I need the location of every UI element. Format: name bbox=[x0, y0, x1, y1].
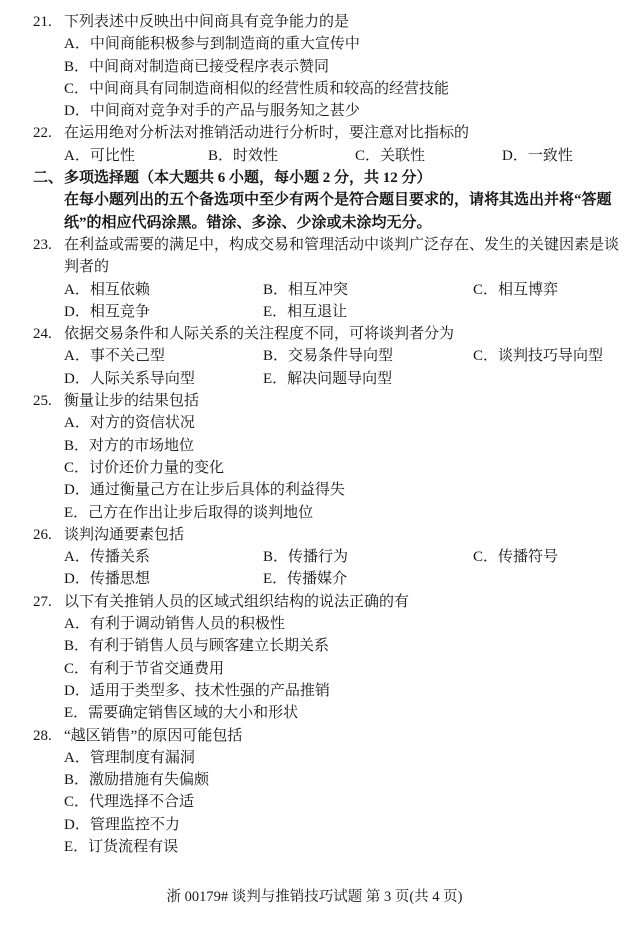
question-stem bbox=[0, 725, 629, 747]
option-a: A．管理制度有漏洞 bbox=[64, 749, 195, 766]
question-stem-text: 在利益或需要的满足中，构成交易和管理活动中谈判广泛存在、发生的关键因素是谈 bbox=[64, 236, 620, 253]
question-number: 22. bbox=[33, 125, 52, 142]
question-stem bbox=[0, 390, 629, 412]
option-a: A．相互依赖 bbox=[64, 281, 150, 298]
question-number: 24. bbox=[33, 326, 52, 343]
option-a: A．中间商能积极参与到制造商的重大宣传中 bbox=[64, 36, 360, 53]
option-a: A．事不关己型 bbox=[64, 348, 165, 365]
question-stem-text: 下列表述中反映出中间商具有竞争能力的是 bbox=[64, 14, 350, 30]
page-footer: 浙 00179# 谈判与推销技巧试题 第 3 页(共 4 页) bbox=[166, 889, 463, 905]
option-d: D．相互竞争 bbox=[64, 303, 150, 320]
question-stem bbox=[0, 524, 629, 546]
question-stem bbox=[0, 323, 629, 345]
options-row bbox=[0, 301, 629, 323]
options-row bbox=[0, 546, 629, 568]
option-e: E．己方在作出让步后取得的谈判地位 bbox=[64, 504, 314, 521]
question-number: 25. bbox=[33, 393, 52, 410]
section-title: 多项选择题（本大题共 6 小题，每小题 2 分，共 12 分） bbox=[64, 170, 432, 187]
option-c: C．相互博弈 bbox=[473, 281, 559, 298]
option-c: C．谈判技巧导向型 bbox=[473, 348, 604, 365]
question-23 bbox=[0, 234, 629, 323]
question-stem-text: 以下有关推销人员的区域式组织结构的说法正确的有 bbox=[64, 593, 410, 610]
option-b: B．交易条件导向型 bbox=[263, 348, 394, 365]
option-c: C．讨价还价力量的变化 bbox=[64, 459, 225, 476]
option-a: A．传播关系 bbox=[64, 549, 150, 566]
option-d: D．通过衡量己方在让步后具体的利益得失 bbox=[64, 482, 345, 499]
option-b: B．传播行为 bbox=[263, 549, 349, 566]
option-e: E．解决问题导向型 bbox=[263, 370, 393, 387]
options-row bbox=[0, 368, 629, 390]
question-stem bbox=[0, 234, 629, 256]
question-24 bbox=[0, 323, 629, 390]
question-stem-text: 谈判沟通要素包括 bbox=[64, 526, 185, 543]
option-b: B．激励措施有失偏颇 bbox=[64, 772, 210, 789]
question-stem-wrap: 判者的 bbox=[64, 259, 110, 276]
option-d: D．管理监控不力 bbox=[64, 816, 180, 833]
option-c: C．有利于节省交通费用 bbox=[64, 660, 225, 677]
options-row bbox=[0, 568, 629, 590]
question-stem bbox=[0, 591, 629, 613]
option-b: B．对方的市场地位 bbox=[64, 437, 195, 454]
question-stem-text: 在运用绝对分析法对推销活动进行分析时，要注意对比指标的 bbox=[64, 125, 470, 142]
option-e: E．传播媒介 bbox=[263, 571, 348, 588]
question-25 bbox=[0, 390, 629, 524]
section-instructions-line-2: 纸”的相应代码涂黑。错涂、多涂、少涂或未涂均无分。 bbox=[64, 214, 432, 231]
question-26 bbox=[0, 524, 629, 591]
question-stem-text: 衡量让步的结果包括 bbox=[64, 393, 200, 410]
option-a: A．可比性 bbox=[64, 147, 135, 164]
question-number: 28. bbox=[33, 727, 52, 744]
option-e: E．需要确定销售区域的大小和形状 bbox=[64, 705, 299, 722]
option-d: D．一致性 bbox=[502, 147, 573, 164]
question-number: 27. bbox=[33, 593, 52, 610]
option-e: E．订货流程有误 bbox=[64, 838, 179, 855]
option-b: B．时效性 bbox=[208, 147, 279, 164]
option-e: E．相互退让 bbox=[263, 303, 348, 320]
option-b: B．中间商对制造商已接受程序表示赞同 bbox=[64, 58, 330, 75]
question-27 bbox=[0, 591, 629, 725]
section-heading bbox=[0, 167, 629, 189]
option-c: C．中间商具有同制造商相似的经营性质和较高的经营技能 bbox=[64, 80, 450, 97]
option-c: C．关联性 bbox=[355, 147, 426, 164]
options-row bbox=[0, 345, 629, 367]
question-21 bbox=[0, 11, 629, 122]
option-d: D．适用于类型多、技术性强的产品推销 bbox=[64, 682, 330, 699]
question-number: 23. bbox=[33, 236, 52, 253]
option-d: D．人际关系导向型 bbox=[64, 370, 195, 387]
options-row bbox=[0, 279, 629, 301]
option-d: D．中间商对竞争对手的产品与服务知之甚少 bbox=[64, 103, 360, 120]
question-28 bbox=[0, 725, 629, 859]
option-d: D．传播思想 bbox=[64, 571, 150, 588]
section-instructions-line-1: 在每小题列出的五个备选项中至少有两个是符合题目要求的，请将其选出并将“答题 bbox=[64, 192, 612, 209]
section-2 bbox=[0, 167, 629, 234]
option-c: C．代理选择不合适 bbox=[64, 794, 195, 811]
option-a: A．有利于调动销售人员的积极性 bbox=[64, 616, 285, 633]
question-22 bbox=[0, 122, 629, 167]
question-stem bbox=[0, 122, 629, 144]
option-b: B．有利于销售人员与顾客建立长期关系 bbox=[64, 638, 330, 655]
question-number: 21. bbox=[33, 14, 52, 30]
question-stem-text: 依据交易条件和人际关系的关注程度不同，可将谈判者分为 bbox=[64, 326, 455, 343]
question-stem bbox=[0, 11, 629, 33]
option-c: C．传播符号 bbox=[473, 549, 559, 566]
option-a: A．对方的资信状况 bbox=[64, 415, 195, 432]
options-row bbox=[0, 145, 629, 167]
question-stem-text: “越区销售”的原因可能包括 bbox=[64, 727, 243, 744]
question-number: 26. bbox=[33, 526, 52, 543]
option-b: B．相互冲突 bbox=[263, 281, 349, 298]
section-number: 二、 bbox=[33, 170, 64, 187]
